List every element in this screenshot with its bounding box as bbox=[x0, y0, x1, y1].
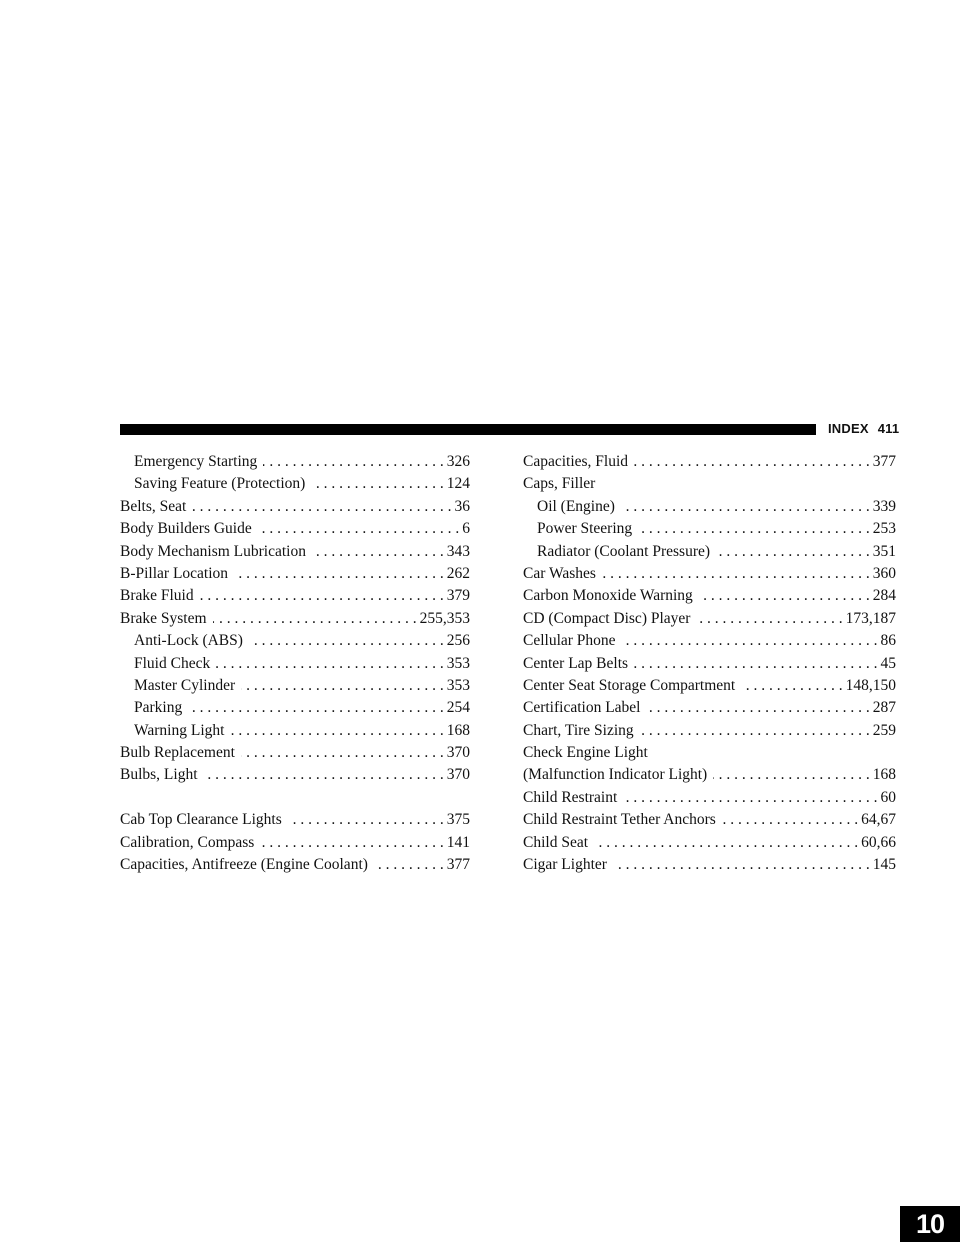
index-entry bbox=[523, 742, 896, 764]
entry-label: Body Mechanism Lubrication bbox=[120, 542, 306, 560]
entry-page-number: 284 bbox=[872, 587, 896, 605]
entry-label: Center Lap Belts bbox=[523, 654, 629, 672]
index-entry bbox=[120, 496, 470, 518]
entry-page-number: 353 bbox=[446, 654, 470, 672]
entry-label: Parking bbox=[134, 699, 183, 717]
dot-leader bbox=[192, 496, 451, 518]
entry-label: CD (Compact Disc) Player bbox=[523, 609, 691, 627]
index-entry bbox=[523, 720, 896, 742]
entry-label: Oil (Engine) bbox=[537, 497, 615, 515]
entry-page-number: 124 bbox=[446, 475, 470, 493]
dot-leader bbox=[647, 697, 870, 719]
header-rule bbox=[120, 424, 816, 435]
entry-page-number: 168 bbox=[872, 766, 896, 784]
entry-page-number: 353 bbox=[446, 676, 470, 694]
dot-leader bbox=[311, 473, 443, 495]
dot-leader bbox=[623, 787, 877, 809]
dot-leader bbox=[312, 541, 444, 563]
entry-label: Belts, Seat bbox=[120, 497, 187, 515]
index-entry bbox=[120, 675, 470, 697]
entry-label: Brake Fluid bbox=[120, 587, 194, 605]
entry-label: Capacities, Fluid bbox=[523, 453, 629, 470]
section-title: INDEX bbox=[828, 421, 869, 436]
entry-label: Child Restraint Tether Anchors bbox=[523, 811, 716, 829]
entry-label: Cab Top Clearance Lights bbox=[120, 811, 282, 829]
dot-leader bbox=[699, 585, 870, 607]
dot-leader bbox=[204, 764, 444, 786]
entry-page-number: 259 bbox=[872, 721, 896, 739]
entry-page-number: 287 bbox=[872, 699, 896, 717]
index-entry bbox=[120, 653, 470, 675]
index-entry bbox=[523, 697, 896, 719]
index-entry bbox=[120, 697, 470, 719]
entry-page-number: 148,150 bbox=[845, 676, 896, 694]
index-entry bbox=[523, 630, 896, 652]
entry-page-number: 377 bbox=[872, 453, 896, 470]
entry-page-number: 339 bbox=[872, 497, 896, 515]
dot-leader bbox=[722, 809, 858, 831]
entry-label: Capacities, Antifreeze (Engine Coolant) bbox=[120, 856, 368, 874]
entry-page-number: 253 bbox=[872, 520, 896, 538]
index-entry bbox=[523, 496, 896, 518]
index-column-left bbox=[120, 451, 470, 876]
index-entry bbox=[120, 451, 470, 473]
entry-page-number: 141 bbox=[446, 833, 470, 851]
dot-leader bbox=[288, 809, 444, 831]
index-entry bbox=[523, 764, 896, 786]
index-entry bbox=[523, 653, 896, 675]
index-entry bbox=[120, 764, 470, 786]
index-entry bbox=[120, 541, 470, 563]
page-number: 411 bbox=[877, 421, 900, 436]
dot-leader bbox=[613, 854, 870, 876]
index-entry bbox=[523, 675, 896, 697]
entry-page-number: 254 bbox=[446, 699, 470, 717]
entry-label: Brake System bbox=[120, 609, 207, 627]
entry-label: Anti-Lock (ABS) bbox=[134, 632, 243, 650]
index-entry bbox=[523, 854, 896, 876]
dot-leader bbox=[713, 764, 870, 786]
entry-page-number: 6 bbox=[462, 520, 470, 538]
dot-leader bbox=[188, 697, 444, 719]
dot-leader bbox=[640, 720, 870, 742]
dot-leader bbox=[241, 675, 444, 697]
entry-label: Master Cylinder bbox=[134, 676, 236, 694]
entry-label: Warning Light bbox=[134, 721, 225, 739]
dot-leader bbox=[216, 653, 444, 675]
chapter-tab: 10 bbox=[900, 1206, 960, 1242]
dot-leader bbox=[200, 585, 444, 607]
entry-page-number: 343 bbox=[446, 542, 470, 560]
entry-label: Child Seat bbox=[523, 833, 589, 851]
entry-label: Fluid Check bbox=[134, 654, 211, 672]
dot-leader bbox=[634, 653, 877, 675]
dot-leader bbox=[374, 854, 444, 876]
entry-page-number: 377 bbox=[446, 856, 470, 874]
entry-page-number: 370 bbox=[446, 744, 470, 762]
entry-label: (Malfunction Indicator Light) bbox=[523, 766, 708, 784]
entry-page-number: 168 bbox=[446, 721, 470, 739]
index-entry bbox=[523, 787, 896, 809]
entry-page-number: 379 bbox=[446, 587, 470, 605]
index-entry bbox=[523, 608, 896, 630]
index-entry bbox=[523, 541, 896, 563]
entry-page-number: 360 bbox=[872, 564, 896, 582]
entry-page-number: 370 bbox=[446, 766, 470, 784]
entry-label: Caps, Filler bbox=[523, 475, 596, 493]
dot-leader bbox=[263, 451, 443, 473]
index-entry bbox=[120, 832, 470, 854]
entry-label: Power Steering bbox=[537, 520, 633, 538]
index-entry bbox=[120, 473, 470, 495]
index-entry bbox=[120, 809, 470, 831]
entry-label: Emergency Starting bbox=[134, 453, 258, 470]
entry-page-number: 45 bbox=[880, 654, 896, 672]
entry-label: Calibration, Compass bbox=[120, 833, 255, 851]
dot-leader bbox=[716, 541, 870, 563]
dot-leader bbox=[621, 496, 870, 518]
entry-label: Child Restraint bbox=[523, 788, 618, 806]
entry-page-number: 255,353 bbox=[419, 609, 470, 627]
index-entry bbox=[523, 585, 896, 607]
dot-leader bbox=[638, 518, 870, 540]
dot-leader bbox=[696, 608, 842, 630]
index-entry bbox=[523, 809, 896, 831]
dot-leader bbox=[594, 832, 858, 854]
entry-label: Chart, Tire Sizing bbox=[523, 721, 634, 739]
entry-label: Cigar Lighter bbox=[523, 856, 607, 874]
entry-page-number: 375 bbox=[446, 811, 470, 829]
entry-label: Body Builders Guide bbox=[120, 520, 252, 538]
index-entry bbox=[120, 720, 470, 742]
index-entry bbox=[523, 563, 896, 585]
dot-leader bbox=[249, 630, 444, 652]
entry-page-number: 351 bbox=[872, 542, 896, 560]
entry-label: Bulbs, Light bbox=[120, 766, 198, 784]
entry-page-number: 36 bbox=[454, 497, 470, 515]
entry-label: Center Seat Storage Compartment bbox=[523, 676, 736, 694]
dot-leader bbox=[234, 563, 444, 585]
dot-leader bbox=[602, 563, 870, 585]
dot-leader bbox=[230, 720, 443, 742]
entry-label: Cellular Phone bbox=[523, 632, 616, 650]
entry-page-number: 256 bbox=[446, 632, 470, 650]
entry-page-number: 262 bbox=[446, 564, 470, 582]
index-entry bbox=[523, 518, 896, 540]
dot-leader bbox=[634, 451, 870, 473]
entry-label: Car Washes bbox=[523, 564, 596, 582]
entry-label: Radiator (Coolant Pressure) bbox=[537, 542, 711, 560]
running-header bbox=[828, 420, 899, 438]
entry-label: B-Pillar Location bbox=[120, 564, 229, 582]
entry-page-number: 60 bbox=[880, 788, 896, 806]
index-entry bbox=[120, 585, 470, 607]
dot-leader bbox=[741, 675, 842, 697]
dot-leader bbox=[213, 608, 417, 630]
entry-page-number: 86 bbox=[880, 632, 896, 650]
entry-page-number: 326 bbox=[446, 453, 470, 470]
entry-page-number: 145 bbox=[872, 856, 896, 874]
dot-leader bbox=[241, 742, 444, 764]
index-entry bbox=[120, 608, 470, 630]
entry-page-number: 173,187 bbox=[845, 609, 896, 627]
dot-leader bbox=[260, 832, 443, 854]
dot-leader bbox=[258, 518, 460, 540]
index-column-right bbox=[523, 451, 896, 876]
entry-page-number: 64,67 bbox=[861, 811, 896, 829]
index-entry bbox=[120, 854, 470, 876]
entry-label: Saving Feature (Protection) bbox=[134, 475, 306, 493]
entry-label: Bulb Replacement bbox=[120, 744, 235, 762]
index-entry bbox=[523, 473, 896, 495]
entry-label: Check Engine Light bbox=[523, 744, 648, 762]
entry-page-number: 60,66 bbox=[861, 833, 896, 851]
index-entry bbox=[120, 630, 470, 652]
entry-label: Carbon Monoxide Warning bbox=[523, 587, 693, 605]
index-entry bbox=[523, 832, 896, 854]
index-entry bbox=[523, 451, 896, 473]
entry-label: Certification Label bbox=[523, 699, 641, 717]
dot-leader bbox=[622, 630, 878, 652]
index-entry bbox=[120, 742, 470, 764]
index-entry bbox=[120, 563, 470, 585]
index-entry bbox=[120, 518, 470, 540]
